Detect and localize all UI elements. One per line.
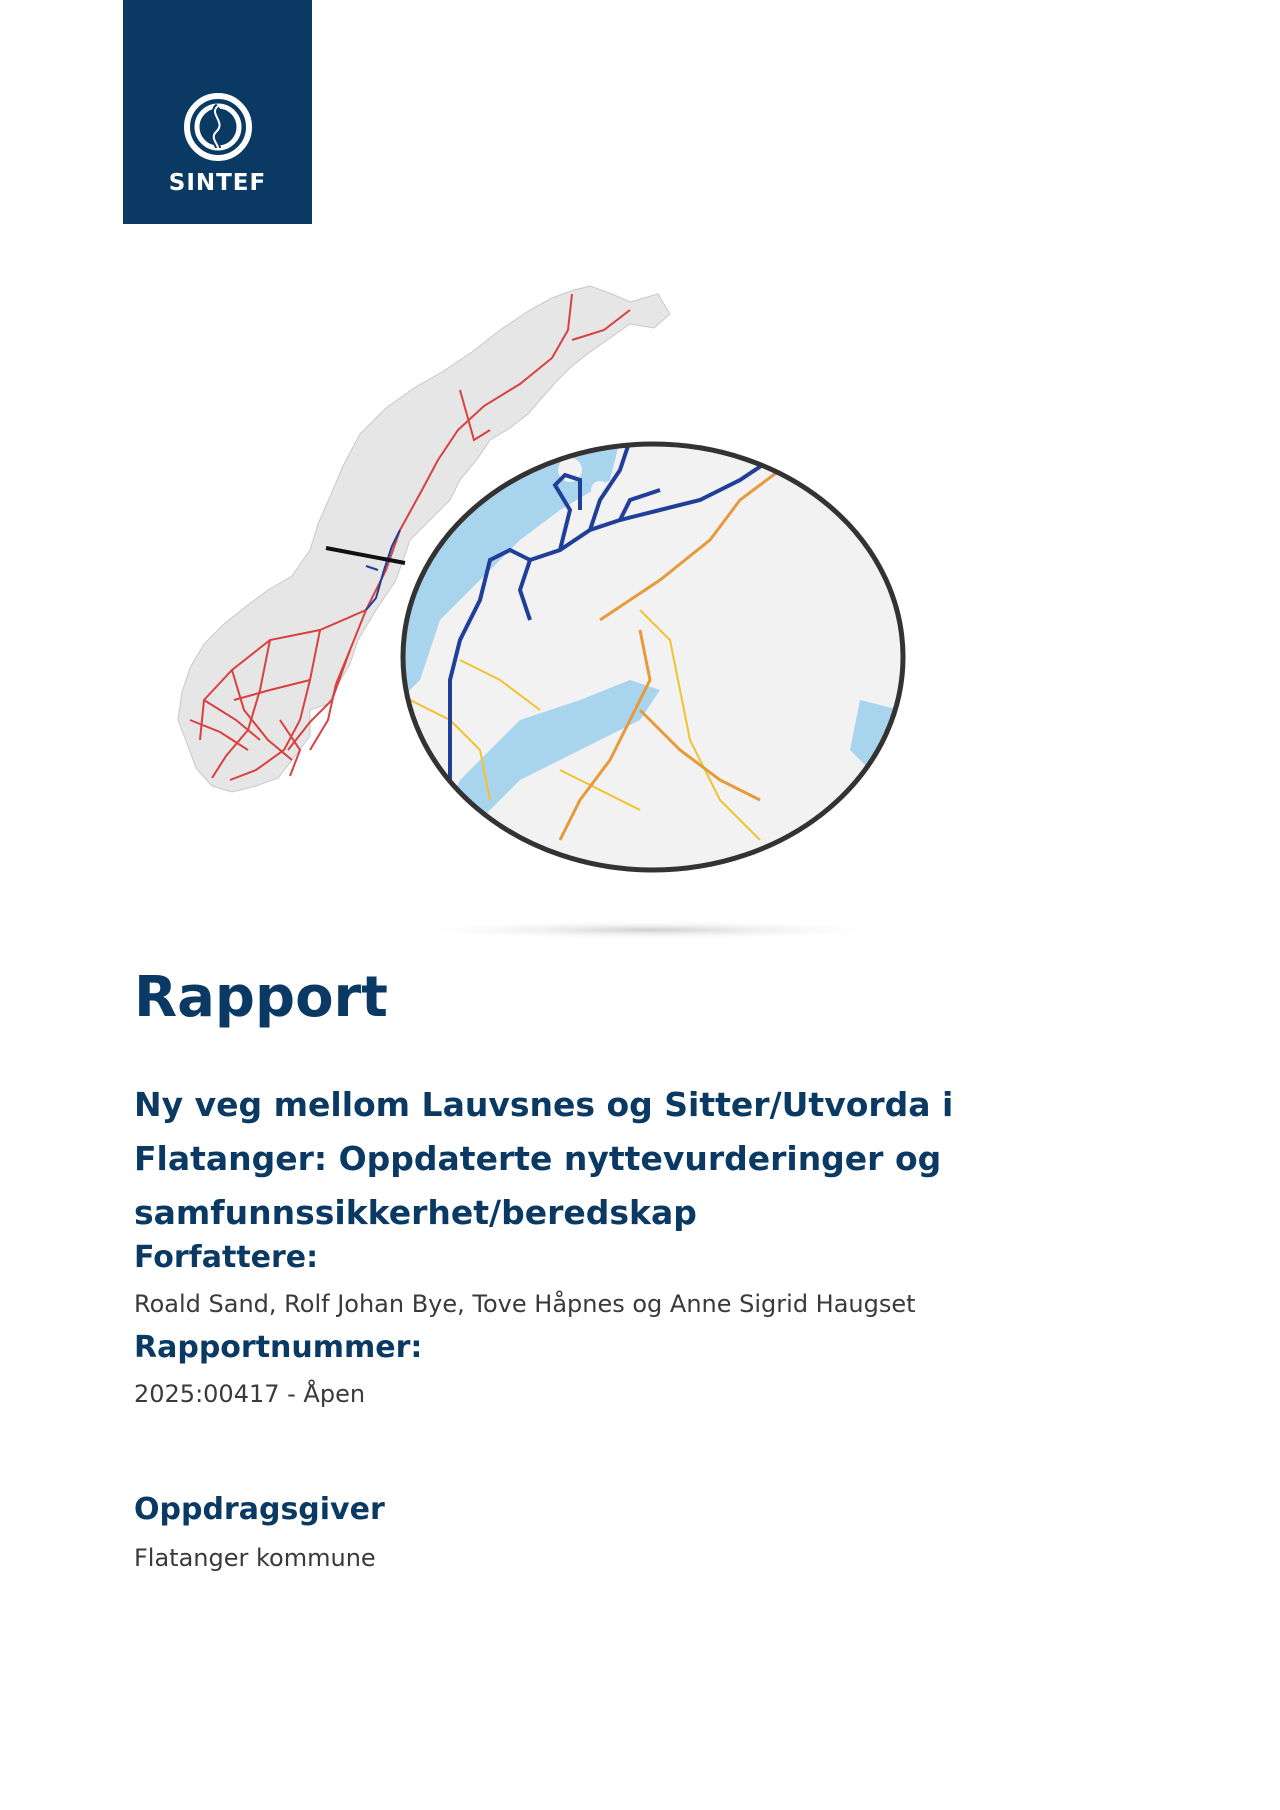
report-title-line-1: Ny veg mellom Lauvsnes og Sitter/Utvorda i — [134, 1085, 954, 1124]
sintef-logo — [123, 0, 312, 224]
client-label: Oppdragsgiver — [134, 1492, 385, 1527]
report-title — [134, 1078, 1034, 1240]
report-type-title: Rapport — [134, 965, 388, 1030]
report-number-value: 2025:00417 - Åpen — [134, 1380, 366, 1408]
report-title-line-2: Flatanger: Oppdaterte nyttevurderinger og — [134, 1139, 942, 1178]
authors-label: Forfattere: — [134, 1240, 319, 1275]
authors-value: Roald Sand, Rolf Johan Bye, Tove Håpnes og Anne Sigrid Haugset — [134, 1290, 916, 1318]
norway-road-map — [160, 280, 1020, 950]
sintef-emblem-icon — [183, 92, 253, 162]
report-title-line-3: samfunnssikkerhet/beredskap — [134, 1193, 697, 1232]
logo-text: SINTEF — [168, 170, 267, 196]
report-number-label: Rapportnummer: — [134, 1330, 423, 1365]
client-value: Flatanger kommune — [134, 1544, 376, 1572]
